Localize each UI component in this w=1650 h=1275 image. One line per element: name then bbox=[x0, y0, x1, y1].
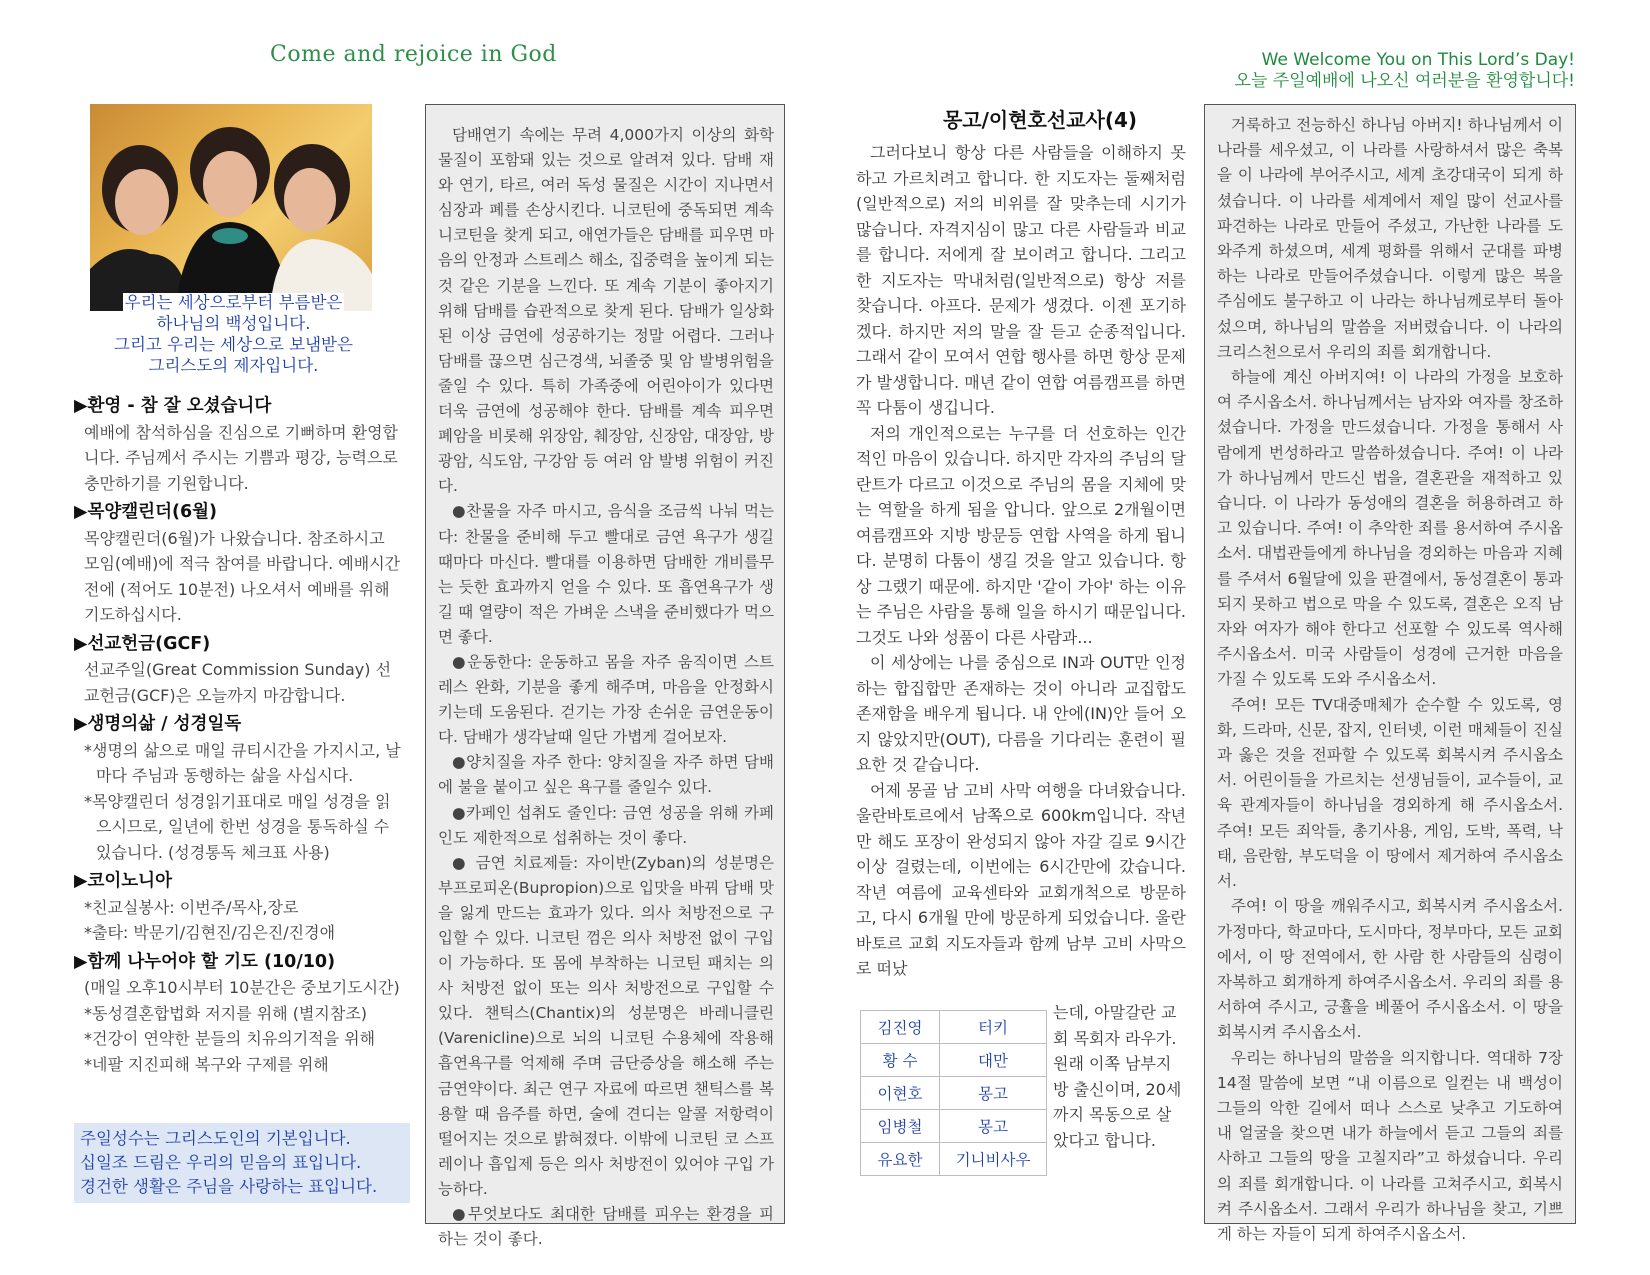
article-paragraph: ● 금연 치료제들: 자이반(Zyban)의 성분명은 부프로피온(Bupropion)으로 입맛을 바꿔 담배 맛을 잃게 만드는 효과가 있다. 의사 처방전으로 구입할 수 있다. 니코틴 껌은 의사 처방전 없이 구입이 가능하다. 또 몸에 부착하는 니코틴 패치는 의사 처방전 없이 또는 의사 처방전으로 구입할 수 있다. 챈틱스(Chantix)의 성분명은 바레니클린(Varenicline)으로 뇌의 니코틴 수용체에 작용해 흡연욕구를 억제해 주며 금단증상을 해소해 주는 금연약이다. 최근 연구 자료에 따르면 챈틱스를 복용할 때 음주를 하면, 술에 견디는 알콜 저항력이 떨어지는 것으로 밝혀졌다. 이밖에 니코틴 코 스프레이나 흡입제 등은 의사 처방전이 있어야 구입 가능하다. bbox=[438, 853, 774, 1198]
missionary-table bbox=[860, 1010, 1047, 1176]
article-paragraph: ●카페인 섭취도 줄인다: 금연 성공을 위해 카페인도 제한적으로 섭취하는 것이 좋다. bbox=[438, 803, 774, 847]
missionary-place: 몽고 bbox=[940, 1110, 1047, 1143]
offering-body: 선교주일(Great Commission Sunday) 선교헌금(GCF)은 오늘까지 마감합니다. bbox=[84, 660, 392, 705]
prayer-title: ▶함께 나누어야 할 기도 (10/10) bbox=[74, 951, 336, 972]
caption-line-1: 우리는 세상으로부터 부름받은 bbox=[124, 293, 343, 312]
table-row bbox=[861, 1077, 1047, 1110]
photo-caption bbox=[76, 292, 391, 376]
article-paragraph: 우리는 하나님의 말씀을 의지합니다. 역대하 7장14절 말씀에 보면 “내 이름으로 일컫는 내 백성이 그들의 악한 길에서 떠나 스스로 낮추고 기도하여 내 얼굴을 찾으면 내가 하늘에서 듣고 그들의 죄를 사하고 그들의 땅을 고칠지라”고 하셨습니다. 우리의 죄를 회개합니다. 이 나라를 고쳐주시고, 회복시켜 주시옵소서. 그래서 우리가 하나님을 찾고, 기쁘게 하는 자들이 되게 하여주시옵소서. bbox=[1217, 1048, 1563, 1243]
article-paragraph: ●양치질을 자주 한다: 양치질을 자주 하면 담배에 불을 붙이고 싶은 욕구를 줄일수 있다. bbox=[438, 753, 774, 797]
missionary-place: 대만 bbox=[940, 1044, 1047, 1077]
missionary-place: 몽고 bbox=[940, 1077, 1047, 1110]
table-row bbox=[861, 1143, 1047, 1176]
caption-line-2: 하나님의 백성입니다. bbox=[156, 314, 311, 333]
announcements bbox=[74, 392, 404, 1077]
article-paragraph: 담배연기 속에는 무려 4,000가지 이상의 화학물질이 포함돼 있는 것으로 알려져 있다. 담배 재와 연기, 타르, 여러 독성 물질은 시간이 지나면서 심장과 폐를 손상시킨다. 니코틴에 중독되면 계속 니코틴을 찾게 되고, 애연가들은 담배를 피우면 마음의 안정과 스트레스 해소, 집중력을 높이게 되는 것 같은 기분을 느낀다. 또 계속 기분이 좋아지기 위해 담배를 습관적으로 찾게 된다. 담배가 일상화된 이상 금연에 성공하기는 정말 어렵다. 그러나 담배를 끊으면 심근경색, 뇌졸중 및 암 발병위험을 줄일 수 있다. 특히 가족중에 어린아이가 있다면 더욱 금연에 성공해야 한다. 담배를 계속 피우면 폐암을 비롯해 위장암, 췌장암, 신장암, 대장암, 방광암, 식도암, 구강암 등 여러 암 발병 위험이 커진다. bbox=[438, 126, 774, 496]
caption-line-4: 그리스도의 제자입니다. bbox=[148, 356, 319, 375]
list-item: (매일 오후10시부터 10분간은 중보기도시간) bbox=[84, 978, 400, 997]
article-paragraph: 어제 몽골 남 고비 사막 여행을 다녀왔습니다. 울란바토르에서 남쪽으로 600km입니다. 작년만 해도 포장이 완성되지 않아 자갈 길로 9시간 이상 걸렸는데, 이번에는 6시간만에 갔습니다. 작년 여름에 교육센타와 교회개척으로 방문하고, 다시 6개월 만에 방문하게 되었습니다. 울란바토르 교회 지도자들과 함께 남부 고비 사막으로 떠났 bbox=[856, 780, 1186, 978]
smoking-article bbox=[425, 104, 785, 1249]
article-paragraph: 하늘에 계신 아버지여! 이 나라의 가정을 보호하여 주시옵소서. 하나님께서는 남자와 여자를 창조하셨습니다. 가정을 만드셨습니다. 가정을 통해서 사람에게 번성하라고 말씀하셨습니다. 주여! 이 나라가 하나님께서 만드신 법을, 결혼관을 재적하고 있습니다. 이 나라가 동성애의 결혼을 허용하려고 하고 있습니다. 주여! 이 추악한 죄를 용서하여 주시옵소서. 대법관들에게 하나님을 경외하는 마음과 지혜를 주셔서 6월달에 있을 판결에서, 동성결혼이 통과되지 못하고 법으로 막을 수 있도록, 결혼은 오직 남자와 여자가 해야 한다고 선포할 수 있도록 역사해주시옵소서. 미국 사람들이 성경에 근거한 마음을 가질 수 있도록 도와 주시옵소서. bbox=[1217, 368, 1563, 689]
mission-title: 몽고/이현호선교사(4) bbox=[942, 108, 1138, 132]
group-photo bbox=[90, 104, 372, 311]
article-paragraph: 그러다보니 항상 다른 사람들을 이해하지 못하고 가르치려고 합니다. 한 지도자는 둘째처럼(일반적으로) 저의 비위를 잘 맞추는데 시기가 많습니다. 자격지심이 많고 다른 사람들과 비교를 합니다. 저에게 잘 보이려고 합니다. 그리고 한 지도자는 막내처럼(일반적으로) 항상 저를 찾습니다. 아프다. 문제가 생겼다. 이젠 포기하겠다. 하지만 저의 말을 잘 듣고 순종적입니다. 그래서 같이 모여서 연합 행사를 하면 항상 문제가 발생합니다. 매년 같이 연합 여름캠프를 하면 꼭 다툼이 생깁니다. bbox=[856, 143, 1186, 417]
header-right bbox=[1235, 50, 1575, 92]
life-title: ▶생명의삶 / 성경일독 bbox=[74, 714, 242, 734]
caption-line-3: 그리고 우리는 세상으로 보냄받은 bbox=[114, 335, 353, 354]
missionary-place: 기니비사우 bbox=[940, 1143, 1047, 1176]
prayer-list bbox=[74, 975, 404, 1077]
article-paragraph: 주여! 모든 TV대중매체가 순수할 수 있도록, 영화, 드라마, 신문, 잡지, 인터넷, 이런 매체들이 진실과 옳은 것을 전파할 수 있도록 회복시켜 주시옵소서. 어린이들을 가르치는 선생님들이, 교수들이, 교육 관계자들이 하나님을 경외하게 해 주시옵소서. 주여! 모든 죄악들, 총기사용, 게임, 도박, 폭력, 낙태, 음란함, 부도덕을 이 땅에서 제거하여 주시옵소서. bbox=[1217, 695, 1563, 891]
list-item: *네팔 지진피해 복구와 구제를 위해 bbox=[84, 1054, 329, 1074]
motto-box bbox=[74, 1123, 410, 1203]
article-paragraph: ●찬물을 자주 마시고, 음식을 조금씩 나눠 먹는다: 찬물을 준비해 두고 빨대로 금연 욕구가 생길때마다 마신다. 빨대를 이용하면 담배한 개비를무는 듯한 효과까지 얻을 수 있다. 또 흡연욕구가 생길 때 열량이 적은 가벼운 스낵을 준비했다가 먹으면 좋다. bbox=[438, 502, 774, 646]
list-item: *건강이 연약한 분들의 치유의기적을 위해 bbox=[84, 1029, 376, 1048]
koinonia-title: ▶코이노니아 bbox=[74, 871, 172, 891]
life-list bbox=[74, 738, 404, 866]
table-row bbox=[861, 1011, 1047, 1044]
article-paragraph: 저의 개인적으로는 누구를 더 선호하는 인간적인 마음이 있습니다. 하지만 각자의 주님의 달란트가 다르고 이것으로 주님의 몸을 지체에 맞는 역할을 하게 됨을 압니다. 앞으로 2개월이면 여름캠프와 지방 방문등 연합 사역을 하게 됩니다. 분명히 다툼이 생길 것을 알고 있습니다. 항상 그랬기 때문에. 하지만 '같이 가야' 하는 이유는 주님은 사람을 통해 일을 하시기 때문입니다. 그것도 나와 성품이 다른 사람과... bbox=[856, 423, 1186, 647]
motto-line-1: 주일성수는 그리스도인의 기본입니다. bbox=[80, 1129, 351, 1148]
article-paragraph: 주여! 이 땅을 깨워주시고, 회복시켜 주시옵소서. 가정마다, 학교마다, 도시마다, 정부마다, 모든 교회에서, 이 땅 전역에서, 한 사람 한 사람들의 심령이 자복하고 회개하게 하여주시옵소서. 우리의 죄를 용서하여 주시고, 긍휼을 베풀어 주시옵소서. 이 땅을 회복시켜 주시옵소서. bbox=[1217, 897, 1563, 1042]
missionary-name: 이현호 bbox=[861, 1077, 940, 1110]
list-item: *친교실봉사: 이번주/목사,장로 bbox=[84, 897, 299, 917]
list-item: *생명의 삶으로 매일 큐티시간을 가지시고, 날마다 주님과 동행하는 삶을 사십시다. bbox=[84, 740, 401, 785]
prayer-article bbox=[1204, 104, 1576, 1243]
list-item: *목양캘린더 성경읽기표대로 매일 성경을 읽으시므로, 일년에 한번 성경을 통독하실 수 있습니다. (성경통독 체크표 사용) bbox=[84, 791, 391, 862]
article-paragraph: ●무엇보다도 최대한 담배를 피우는 환경을 피하는 것이 좋다. bbox=[438, 1205, 774, 1249]
welcome-body: 예배에 참석하심을 진심으로 기뻐하며 환영합니다. 주님께서 주시는 기쁨과 평강, 능력으로 충만하기를 기원합니다. bbox=[84, 422, 399, 493]
mission-article bbox=[856, 140, 1186, 982]
welcome-title: ▶환영 - 참 잘 오셨습니다 bbox=[74, 396, 272, 416]
article-paragraph: 거룩하고 전능하신 하나님 아버지! 하나님께서 이 나라를 세우셨고, 이 나라를 사랑하셔서 많은 축복을 이 나라에 부어주시고, 세계 초강대국이 되게 하셨습니다. 이 나라를 세계에서 제일 많이 선교사를 파견하는 나라로 만들어 주셨고, 가난한 나라를 도와주게 하셨으며, 세계 평화를 위해서 군대를 파병하는 나라로 만들어주셨습니다. 이렇게 많은 복을 주심에도 불구하고 이 나라는 하나님께로부터 돌아섰으며, 하나님의 말씀을 저버렸습니다. 이 나라의 크리스천으로서 우리의 죄를 회개합니다. bbox=[1217, 116, 1563, 361]
welcome-korean: 오늘 주일예배에 나오신 여러분을 환영합니다! bbox=[1234, 71, 1575, 91]
missionary-name: 김진영 bbox=[861, 1011, 940, 1044]
koinonia-list bbox=[74, 895, 404, 946]
table-row bbox=[861, 1044, 1047, 1077]
motto-line-2: 십일조 드림은 우리의 믿음의 표입니다. bbox=[80, 1153, 362, 1172]
offering-title: ▶선교헌금(GCF) bbox=[74, 633, 211, 654]
article-paragraph: 이 세상에는 나를 중심으로 IN과 OUT만 인정하는 합집합만 존재하는 것이 아니라 교집합도 존재함을 배우게 됩니다. 내 안에(IN)안 들어 오지 않았지만(OUT), 다름을 기다리는 훈련이 필요한 것 같습니다. bbox=[856, 653, 1186, 774]
missionary-name: 유요한 bbox=[861, 1143, 940, 1176]
missionary-place: 터키 bbox=[940, 1011, 1047, 1044]
motto-line-3: 경건한 생활은 주님을 사랑하는 표입니다. bbox=[80, 1177, 378, 1196]
table-row bbox=[861, 1110, 1047, 1143]
welcome-english: We Welcome You on This Lord’s Day! bbox=[1261, 50, 1575, 70]
article-paragraph: ●운동한다: 운동하고 몸을 자주 움직이면 스트레스 완화, 기분을 좋게 해주며, 마음을 안정화시키는데 도움된다. 걷기는 가장 손쉬운 금연운동이다. 담배가 생각날때 일단 가볍게 걸어보자. bbox=[438, 652, 774, 747]
missionary-name: 황 수 bbox=[861, 1044, 940, 1077]
header-left-title: Come and rejoice in God bbox=[270, 42, 557, 67]
missionary-name: 임병철 bbox=[861, 1110, 940, 1143]
list-item: *동성결혼합법화 저지를 위해 (별지참조) bbox=[84, 1003, 368, 1023]
calendar-body: 목양캘린더(6월)가 나왔습니다. 참조하시고 모임(예배)에 적극 참여를 바랍니다. 예배시간 전에 (적어도 10분전) 나오셔서 예배를 위해 기도하십시다. bbox=[84, 528, 401, 624]
calendar-title: ▶목양캘린더(6월) bbox=[74, 502, 218, 522]
list-item: *출타: 박문기/김현진/김은진/진경애 bbox=[84, 923, 336, 942]
mission-article-tail: 는데, 아말갈란 교회 목회자 라우가. 원래 이쪽 남부지방 출신이며, 20세까지 목동으로 살았다고 합니다. bbox=[1053, 1003, 1182, 1150]
